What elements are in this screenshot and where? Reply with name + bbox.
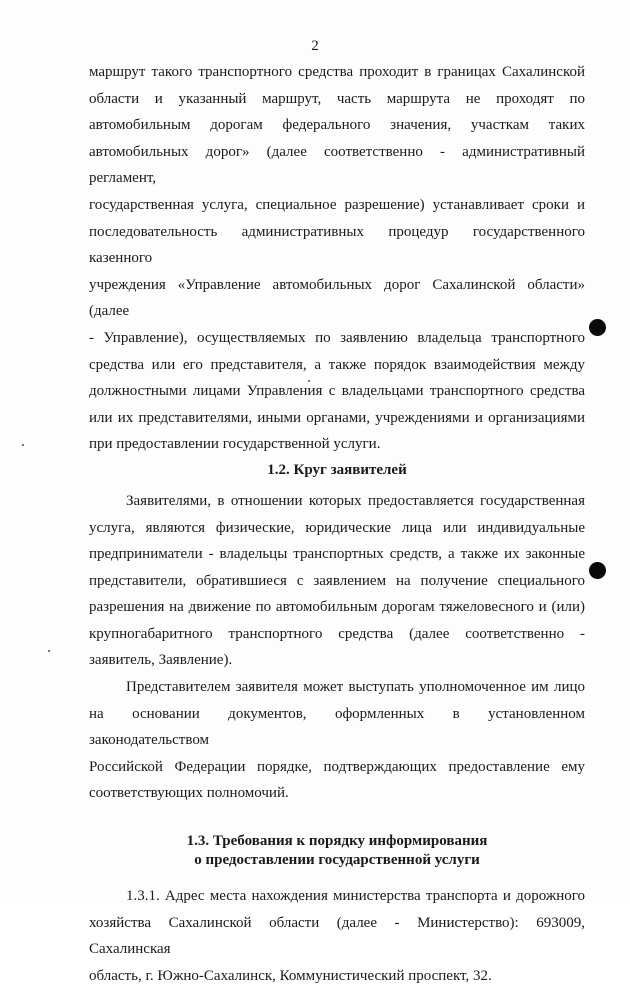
paragraph-address [89,883,585,989]
text-line: при предоставлении государственной услуги. [89,436,381,453]
text-line: государственная услуга, специальное разрешение) устанавливает сроки и [89,196,585,213]
text-line: средства или его представителя, а также порядок взаимодействия между [89,356,585,373]
text-line: крупногабаритного транспортного средства (далее соответственно - [89,625,585,642]
text-line: маршрут такого транспортного средства проходит в границах Сахалинской [89,64,585,80]
text-line: Российской Федерации порядке, подтверждающих предоставление ему [89,758,585,775]
scan-punch-hole-mark [589,562,606,579]
scan-speck [48,650,50,652]
text-line: должностными лицами Управления с владельцами транспортного средства [89,383,585,400]
heading-line: о предоставлении государственной услуги [194,852,480,869]
text-line: заявитель, Заявление). [89,652,233,669]
page-number: 2 [311,38,319,54]
text-line: автомобильным дорогам федерального значения, участкам таких [89,117,585,134]
text-line: предприниматели - владельцы транспортных средств, а также их законные [89,546,585,563]
scan-speck [22,444,24,446]
text-line: или их представителями, иными органами, учреждениями и организациями [89,409,585,426]
text-line: - Управление), осуществляемых по заявлению владельца транспортного [89,329,585,346]
text-line: на основании документов, оформленных в установленном законодательством [89,705,585,749]
scan-speck [308,380,310,382]
text-line: Представителем заявителя может выступать уполномоченное им лицо [126,679,585,696]
text-line: область, г. Южно-Сахалинск, Коммунистический проспект, 32. [89,967,492,984]
paragraph-applicants [89,488,585,674]
heading-line: 1.3. Требования к порядку информирования [186,833,488,850]
text-line: хозяйства Сахалинской области (далее - Министерство): 693009, Сахалинская [89,914,585,958]
text-line: представители, обратившиеся с заявлением на получение специального [89,572,585,589]
text-line: учреждения «Управление автомобильных дорог Сахалинской области» (далее [89,276,585,320]
heading-informing [89,832,585,870]
paragraph-representative [89,674,585,807]
scan-punch-hole-mark [589,319,606,336]
text-line: разрешения на движение по автомобильным дорогам тяжеловесного и (или) [89,599,585,616]
text-line: автомобильных дорог» (далее соответственно - административный регламент, [89,143,585,187]
text-line: 1.3.1. Адрес места нахождения министерства транспорта и дорожного [126,888,585,905]
document-body [89,59,585,989]
text-line: соответствующих полномочий. [89,785,289,802]
text-line: услуга, являются физические, юридические лица или индивидуальные [89,519,585,536]
text-line: области и указанный маршрут, часть маршрута не проходят по [89,90,585,107]
paragraph-intro [89,59,585,458]
heading-applicants: 1.2. Круг заявителей [267,461,407,478]
text-line: Заявителями, в отношении которых предоставляется государственная [126,492,585,509]
text-line: последовательность административных процедур государственного казенного [89,223,585,267]
